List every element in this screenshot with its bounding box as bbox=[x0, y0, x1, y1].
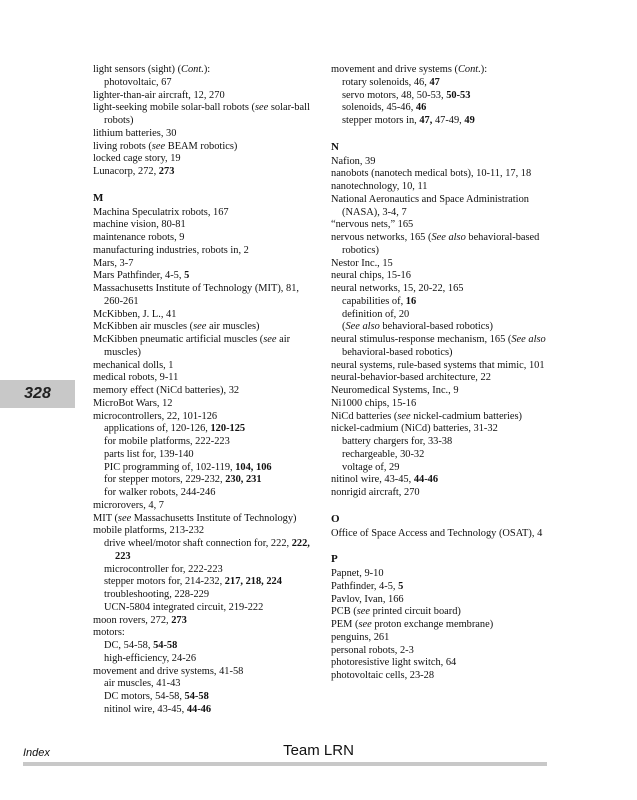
entry-text: DC motors, 54-58, bbox=[104, 691, 185, 702]
index-entry bbox=[331, 360, 563, 373]
entry-text: high-efficiency, 24-26 bbox=[104, 652, 197, 664]
index-subentry bbox=[93, 449, 315, 462]
page-number: 328 bbox=[24, 385, 51, 402]
entry-text: Nafion, 39 bbox=[331, 155, 376, 167]
cross-ref-italic: see bbox=[117, 512, 132, 524]
index-subentry bbox=[331, 309, 563, 322]
entry-text: ( bbox=[342, 321, 346, 333]
cross-ref-italic: See also bbox=[345, 321, 380, 333]
entry-text: medical robots, 9-11 bbox=[93, 372, 179, 384]
index-entry bbox=[331, 645, 563, 658]
entry-text: Lunacorp, 272, bbox=[93, 166, 159, 177]
entry-text: neural chips, 15-16 bbox=[331, 270, 411, 282]
entry-text: solenoids, 45-46, bbox=[342, 102, 416, 114]
entry-text: maintenance robots, 9 bbox=[93, 232, 185, 243]
index-entry bbox=[93, 398, 315, 411]
index-subentry bbox=[93, 640, 315, 653]
entry-text: rotary solenoids, 46, bbox=[342, 76, 430, 88]
index-entry bbox=[93, 90, 315, 103]
index-subentry bbox=[331, 436, 563, 449]
entry-text: photoresistive light switch, 64 bbox=[331, 657, 457, 669]
entry-text: capabilities of, bbox=[342, 295, 406, 307]
entry-text: MIT ( bbox=[93, 512, 118, 524]
index-entry bbox=[331, 487, 563, 500]
index-subentry bbox=[331, 449, 563, 462]
index-entry bbox=[331, 283, 563, 296]
entry-text: McKibben pneumatic artificial muscles ( bbox=[93, 334, 264, 345]
index-entry bbox=[93, 334, 315, 360]
page-ref-bold: 273 bbox=[171, 614, 187, 626]
cross-ref-italic: see bbox=[356, 606, 370, 618]
index-entry bbox=[93, 219, 315, 232]
index-entry bbox=[331, 372, 563, 385]
page-ref-bold: 104, 106 bbox=[235, 461, 272, 473]
index-entry bbox=[331, 670, 563, 683]
index-entry bbox=[331, 528, 563, 541]
entry-text: neural systems, rule-based systems that mimic, 101 bbox=[331, 359, 545, 371]
entry-text: applications of, 120-126, bbox=[104, 423, 211, 435]
index-subentry bbox=[93, 653, 315, 666]
entry-text: movement and drive systems, 41-58 bbox=[93, 665, 244, 677]
footer-rule bbox=[23, 762, 547, 766]
index-entry bbox=[331, 581, 563, 594]
index-entry bbox=[331, 385, 563, 398]
page-ref-bold: 230, 231 bbox=[225, 474, 262, 486]
index-subentry bbox=[331, 462, 563, 475]
page-ref-bold: 44-46 bbox=[186, 703, 212, 715]
index-subentry bbox=[93, 678, 315, 691]
entry-text: moon rovers, 272, bbox=[93, 614, 172, 626]
entry-text: MicroBot Wars, 12 bbox=[93, 397, 173, 409]
entry-text: ): bbox=[480, 64, 488, 75]
entry-text: living robots ( bbox=[93, 140, 152, 152]
index-subentry bbox=[331, 321, 563, 334]
entry-text: photovoltaic, 67 bbox=[104, 76, 172, 88]
index-entry bbox=[93, 321, 315, 334]
index-subentry bbox=[93, 564, 315, 577]
index-entry bbox=[331, 632, 563, 645]
cross-ref-italic: See also bbox=[511, 334, 546, 345]
index-column-left bbox=[93, 64, 315, 717]
entry-text: behavioral-based robotics) bbox=[342, 346, 453, 358]
entry-text: proton exchange membrane) bbox=[371, 619, 494, 630]
entry-text: NiCd batteries ( bbox=[331, 410, 398, 422]
index-entry bbox=[93, 258, 315, 271]
entry-text: McKibben, J. L., 41 bbox=[93, 308, 177, 320]
index-entry bbox=[331, 568, 563, 581]
cross-ref-italic: see bbox=[151, 140, 166, 152]
entry-text: Mars, 3-7 bbox=[93, 257, 134, 269]
entry-text: lighter-than-air aircraft, 12, 270 bbox=[93, 89, 225, 101]
index-entry bbox=[93, 64, 315, 77]
entry-text: memory effect (NiCd batteries), 32 bbox=[93, 385, 240, 396]
entry-text: Papnet, 9-10 bbox=[331, 568, 384, 579]
entry-text: printed circuit board) bbox=[369, 606, 461, 618]
index-entry bbox=[331, 398, 563, 411]
entry-text: nickel-cadmium batteries) bbox=[410, 410, 523, 422]
page-ref-bold: 5 bbox=[398, 580, 404, 592]
index-column-right bbox=[331, 64, 563, 683]
index-entry bbox=[93, 153, 315, 166]
index-subentry bbox=[93, 691, 315, 704]
cross-ref-italic: see bbox=[263, 334, 277, 345]
page-ref-bold: 50-53 bbox=[446, 89, 471, 101]
entry-text: troubleshooting, 228-229 bbox=[104, 589, 210, 600]
entry-text: air muscles) bbox=[104, 334, 291, 358]
cross-ref-italic: see bbox=[193, 321, 207, 333]
index-entry bbox=[331, 219, 563, 232]
index-entry bbox=[93, 525, 315, 538]
entry-text: PIC programming of, 102-119, bbox=[104, 461, 236, 473]
cross-ref-italic: See also bbox=[431, 232, 466, 243]
entry-text: nonrigid aircraft, 270 bbox=[331, 487, 420, 498]
index-entry bbox=[93, 270, 315, 283]
entry-text: Machina Speculatrix robots, 167 bbox=[93, 206, 229, 218]
index-subentry bbox=[331, 115, 563, 128]
cross-ref-italic: see bbox=[358, 619, 372, 630]
index-subentry bbox=[331, 296, 563, 309]
index-entry bbox=[93, 500, 315, 513]
entry-text: microrovers, 4, 7 bbox=[93, 499, 164, 511]
entry-text: Ni1000 chips, 15-16 bbox=[331, 397, 417, 409]
page-ref-bold: 44-46 bbox=[413, 474, 439, 486]
entry-text: motors: bbox=[93, 627, 125, 639]
index-entry bbox=[93, 283, 315, 309]
index-subentry bbox=[93, 704, 315, 717]
index-subentry bbox=[93, 436, 315, 449]
index-entry bbox=[331, 168, 563, 181]
index-entry bbox=[93, 141, 315, 154]
entry-text: definition of, 20 bbox=[342, 308, 410, 320]
entry-text: for walker robots, 244-246 bbox=[104, 487, 216, 498]
entry-text: locked cage story, 19 bbox=[93, 153, 181, 165]
index-entry bbox=[93, 513, 315, 526]
entry-text: lithium batteries, 30 bbox=[93, 127, 177, 139]
index-entry bbox=[331, 232, 563, 258]
index-entry bbox=[331, 258, 563, 271]
entry-text: nitinol wire, 43-45, bbox=[331, 474, 414, 486]
index-entry bbox=[93, 207, 315, 220]
entry-text: mobile platforms, 213-232 bbox=[93, 525, 205, 537]
index-entry bbox=[331, 156, 563, 169]
index-entry bbox=[331, 411, 563, 424]
index-entry bbox=[331, 181, 563, 194]
entry-text: drive wheel/motor shaft connection for, 222, bbox=[104, 538, 292, 549]
index-entry bbox=[93, 372, 315, 385]
entry-text: neural networks, 15, 20-22, 165 bbox=[331, 283, 464, 294]
index-subentry bbox=[93, 77, 315, 90]
entry-text: microcontrollers, 22, 101-126 bbox=[93, 410, 218, 422]
entry-text: PEM ( bbox=[331, 619, 359, 630]
entry-text: behavioral-based robotics) bbox=[342, 232, 540, 256]
cross-ref-italic: see bbox=[254, 102, 269, 114]
entry-text: for mobile platforms, 222-223 bbox=[104, 436, 230, 447]
index-subentry bbox=[331, 102, 563, 115]
page-ref-bold: 47, bbox=[419, 115, 433, 126]
index-entry bbox=[93, 615, 315, 628]
index-entry bbox=[93, 666, 315, 679]
entry-text: neural-behavior-based architecture, 22 bbox=[331, 372, 491, 384]
index-subentry bbox=[331, 77, 563, 90]
page-ref-bold: 222, 223 bbox=[115, 538, 310, 562]
entry-text: DC, 54-58, bbox=[104, 640, 154, 651]
entry-text: Massachusetts Institute of Technology (MIT), 81, 260-261 bbox=[93, 283, 299, 307]
index-letter-heading: P bbox=[331, 553, 338, 566]
entry-text: nanotechnology, 10, 11 bbox=[331, 181, 428, 192]
entry-text: light sensors (sight) ( bbox=[93, 64, 182, 75]
page-ref-bold: 46 bbox=[415, 102, 427, 114]
entry-text: Massachusetts Institute of Technology) bbox=[131, 512, 297, 524]
entry-text: solar-ball robots) bbox=[104, 102, 310, 126]
index-subentry bbox=[93, 474, 315, 487]
entry-text: stepper motors for, 214-232, bbox=[104, 576, 225, 588]
index-entry bbox=[93, 360, 315, 373]
index-subentry bbox=[93, 462, 315, 475]
index-entry bbox=[93, 102, 315, 128]
page-ref-bold: 49 bbox=[464, 115, 475, 126]
index-subentry bbox=[93, 538, 315, 564]
index-entry bbox=[331, 270, 563, 283]
entry-text: McKibben air muscles ( bbox=[93, 321, 194, 333]
entry-text: Pathfinder, 4-5, bbox=[331, 580, 399, 592]
entry-text: machine vision, 80-81 bbox=[93, 219, 186, 231]
index-entry bbox=[331, 594, 563, 607]
entry-text: light-seeking mobile solar-ball robots ( bbox=[93, 102, 255, 114]
page-ref-bold: 16 bbox=[405, 295, 417, 307]
index-subentry bbox=[331, 90, 563, 103]
cross-ref-italic: see bbox=[397, 410, 411, 422]
entry-text: penguins, 261 bbox=[331, 631, 390, 643]
entry-text: stepper motors in, bbox=[342, 115, 420, 126]
entry-text: BEAM robotics) bbox=[165, 140, 238, 152]
index-subentry bbox=[93, 602, 315, 615]
entry-text: parts list for, 139-140 bbox=[104, 448, 194, 460]
footer-section-label: Index bbox=[23, 747, 50, 759]
page-ref-bold: 217, 218, 224 bbox=[224, 576, 282, 588]
entry-text: nickel-cadmium (NiCd) batteries, 31-32 bbox=[331, 423, 498, 435]
entry-text: air muscles) bbox=[206, 321, 260, 333]
entry-text: personal robots, 2-3 bbox=[331, 644, 414, 656]
index-entry bbox=[93, 411, 315, 424]
entry-text: Mars Pathfinder, 4-5, bbox=[93, 270, 185, 282]
index-entry bbox=[93, 385, 315, 398]
index-letter-heading: O bbox=[331, 512, 340, 525]
entry-text: Office of Space Access and Technology (OSAT), 4 bbox=[331, 527, 543, 539]
entry-text: nervous networks, 165 ( bbox=[331, 232, 432, 243]
cross-ref-italic: Cont. bbox=[181, 64, 204, 75]
index-entry bbox=[331, 64, 563, 77]
entry-text: nitinol wire, 43-45, bbox=[104, 703, 187, 715]
index-letter-heading: M bbox=[93, 191, 104, 204]
page-ref-bold: 47 bbox=[429, 76, 440, 88]
index-entry bbox=[93, 232, 315, 245]
index-entry bbox=[331, 657, 563, 670]
entry-text: photovoltaic cells, 23-28 bbox=[331, 670, 435, 681]
index-entry bbox=[331, 334, 563, 360]
entry-text: microcontroller for, 222-223 bbox=[104, 563, 223, 575]
index-subentry bbox=[93, 423, 315, 436]
page-ref-bold: 273 bbox=[158, 166, 175, 177]
page-ref-bold: 54-58 bbox=[153, 640, 178, 651]
entry-text: nanobots (nanotech medical bots), 10-11, 17, 18 bbox=[331, 168, 532, 180]
index-subentry bbox=[93, 576, 315, 589]
entry-text: servo motors, 48, 50-53, bbox=[342, 89, 447, 101]
entry-text: 47-49, bbox=[432, 115, 465, 126]
index-entry bbox=[331, 606, 563, 619]
entry-text: National Aeronautics and Space Administration (NASA), 3-4, 7 bbox=[331, 193, 529, 218]
page-ref-bold: 120-125 bbox=[210, 423, 246, 435]
entry-text: behavioral-based robotics) bbox=[379, 321, 493, 333]
index-entry bbox=[93, 128, 315, 141]
page-number-tab bbox=[0, 380, 75, 408]
index-entry bbox=[93, 245, 315, 258]
entry-text: neural stimulus-response mechanism, 165 ( bbox=[331, 334, 512, 345]
entry-text: Nestor Inc., 15 bbox=[331, 257, 393, 269]
entry-text: Pavlov, Ivan, 166 bbox=[331, 593, 404, 605]
index-letter-heading: N bbox=[331, 140, 339, 153]
index-entry bbox=[331, 194, 563, 220]
cross-ref-italic: Cont. bbox=[457, 64, 481, 75]
entry-text: rechargeable, 30-32 bbox=[342, 448, 425, 460]
index-entry bbox=[93, 309, 315, 322]
entry-text: manufacturing industries, robots in, 2 bbox=[93, 244, 249, 256]
index-entry bbox=[331, 423, 563, 436]
entry-text: UCN-5804 integrated circuit, 219-222 bbox=[104, 601, 264, 613]
entry-text: for stepper motors, 229-232, bbox=[104, 474, 226, 486]
entry-text: battery chargers for, 33-38 bbox=[342, 436, 453, 447]
footer-credit: Team LRN bbox=[283, 742, 354, 759]
entry-text: mechanical dolls, 1 bbox=[93, 359, 174, 371]
entry-text: movement and drive systems ( bbox=[331, 64, 458, 75]
index-entry bbox=[93, 166, 315, 179]
entry-text: ): bbox=[203, 64, 211, 75]
index-entry bbox=[331, 474, 563, 487]
index-subentry bbox=[93, 589, 315, 602]
entry-text: “nervous nets,” 165 bbox=[331, 219, 414, 231]
page-ref-bold: 54-58 bbox=[184, 691, 209, 702]
entry-text: voltage of, 29 bbox=[342, 461, 400, 473]
entry-text: Neuromedical Systems, Inc., 9 bbox=[331, 385, 459, 396]
entry-text: air muscles, 41-43 bbox=[104, 678, 181, 690]
index-entry bbox=[331, 619, 563, 632]
index-subentry bbox=[93, 487, 315, 500]
entry-text: PCB ( bbox=[331, 606, 357, 618]
index-entry bbox=[93, 627, 315, 640]
page-ref-bold: 5 bbox=[184, 270, 190, 282]
